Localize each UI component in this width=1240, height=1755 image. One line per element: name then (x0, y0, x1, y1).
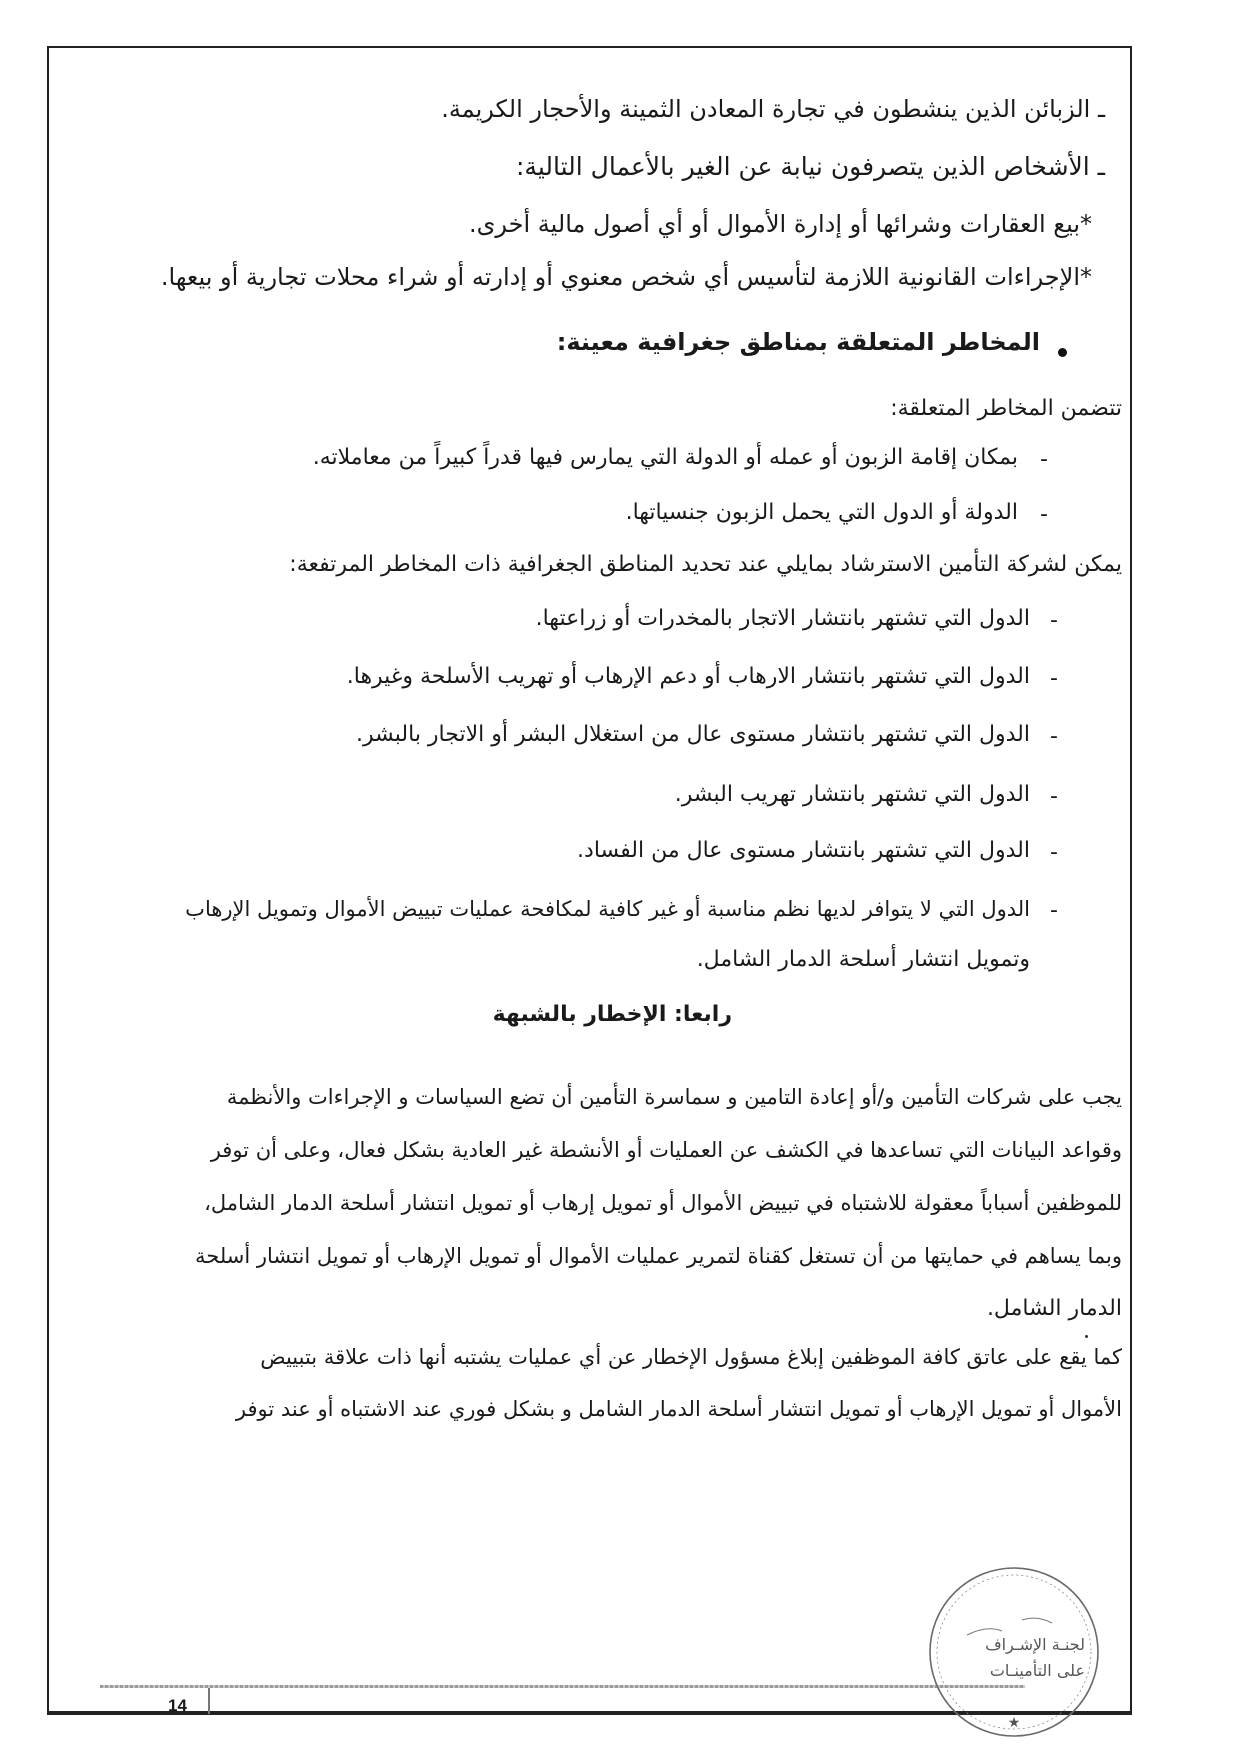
paragraph-line: وقواعد البيانات التي تساعدها في الكشف عن العمليات أو الأنشطة غير العادية بشكل فعال، وعلى أن توفر (210, 1138, 1122, 1162)
footer-rule (100, 1685, 1025, 1688)
paragraph-line: وبما يساهم في حمايتها من أن تستغل كقناة لتمرير عمليات الأموال أو تمويل الإرهاب أو تمويل انتشار أسلحة (195, 1244, 1122, 1268)
dash-marker: - (1050, 898, 1058, 923)
dash-marker: - (1050, 840, 1058, 865)
text-line: الدول التي تشتهر بانتشار مستوى عال من استغلال البشر أو الاتجار بالبشر. (356, 722, 1030, 747)
text-line: الدول التي تشتهر بانتشار الاتجار بالمخدرات أو زراعتها. (535, 606, 1030, 631)
dash-marker: - (1050, 784, 1058, 809)
text-line: وتمويل انتشار أسلحة الدمار الشامل. (696, 947, 1030, 972)
paragraph-line: للموظفين أسباباً معقولة للاشتباه في تبييض الأموال أو تمويل إرهاب أو تمويل انتشار أسلحة الدمار الشامل، (204, 1191, 1122, 1215)
text-line: *بيع العقارات وشرائها أو إدارة الأموال أو أي أصول مالية أخرى. (468, 210, 1092, 238)
text-line: الدول التي تشتهر بانتشار تهريب البشر. (674, 782, 1030, 807)
paragraph-line: كما يقع على عاتق كافة الموظفين إبلاغ مسؤول الإخطار عن أي عمليات يشتبه أنها ذات علاقة بتبييض (260, 1345, 1122, 1369)
text-line: بمكان إقامة الزبون أو عمله أو الدولة التي يمارس فيها قدراً كبيراً من معاملاته. (312, 445, 1018, 470)
section-heading: رابعا: الإخطار بالشبهة (492, 1002, 732, 1027)
bullet-dot-icon (1058, 348, 1067, 357)
scan-speck (1085, 1335, 1088, 1338)
paragraph-line: يجب على شركات التأمين و/أو إعادة التامين و سماسرة التأمين أن تضع السياسات و الإجراءات والأنظمة (226, 1085, 1122, 1109)
paragraph-line: الأموال أو تمويل الإرهاب أو تمويل انتشار أسلحة الدمار الشامل و بشكل فوري عند الاشتباه أو عند توفر (235, 1397, 1122, 1421)
paragraph-line: الدمار الشامل. (986, 1296, 1122, 1321)
dash-marker: - (1050, 666, 1058, 691)
official-seal-stamp (927, 1565, 1102, 1740)
page-border (47, 46, 1132, 1715)
stamp-text-1: لجنـة الإشـراف (985, 1635, 1085, 1654)
text-line: الدول التي تشتهر بانتشار الارهاب أو دعم الإرهاب أو تهريب الأسلحة وغيرها. (346, 664, 1030, 689)
dash-marker: - (1040, 447, 1048, 472)
footer-tick (208, 1688, 210, 1714)
text-line: تتضمن المخاطر المتعلقة: (890, 396, 1122, 421)
dash-marker: - (1040, 502, 1048, 527)
text-line: ـ الزبائن الذين ينشطون في تجارة المعادن الثمينة والأحجار الكريمة. (441, 95, 1105, 123)
dash-marker: - (1050, 608, 1058, 633)
section-heading: المخاطر المتعلقة بمناطق جغرافية معينة: (556, 328, 1040, 356)
text-line: الدولة أو الدول التي يحمل الزبون جنسياتها. (625, 500, 1018, 525)
stamp-text-2: على التأمينـات (989, 1661, 1085, 1680)
dash-marker: - (1050, 724, 1058, 749)
text-line: *الإجراءات القانونية اللازمة لتأسيس أي شخص معنوي أو إدارته أو شراء محلات تجارية أو بيعها. (160, 263, 1092, 291)
text-line: ـ الأشخاص الذين يتصرفون نيابة عن الغير بالأعمال التالية: (516, 152, 1105, 181)
text-line: الدول التي تشتهر بانتشار مستوى عال من الفساد. (577, 838, 1030, 863)
page-number: 14 (168, 1696, 187, 1715)
text-line: الدول التي لا يتوافر لديها نظم مناسبة أو غير كافية لمكافحة عمليات تبييض الأموال وتمويل الإرهاب (185, 897, 1030, 921)
text-line: يمكن لشركة التأمين الاسترشاد بمايلي عند تحديد المناطق الجغرافية ذات المخاطر المرتفعة: (289, 552, 1122, 577)
svg-text:★: ★ (1007, 1715, 1021, 1731)
